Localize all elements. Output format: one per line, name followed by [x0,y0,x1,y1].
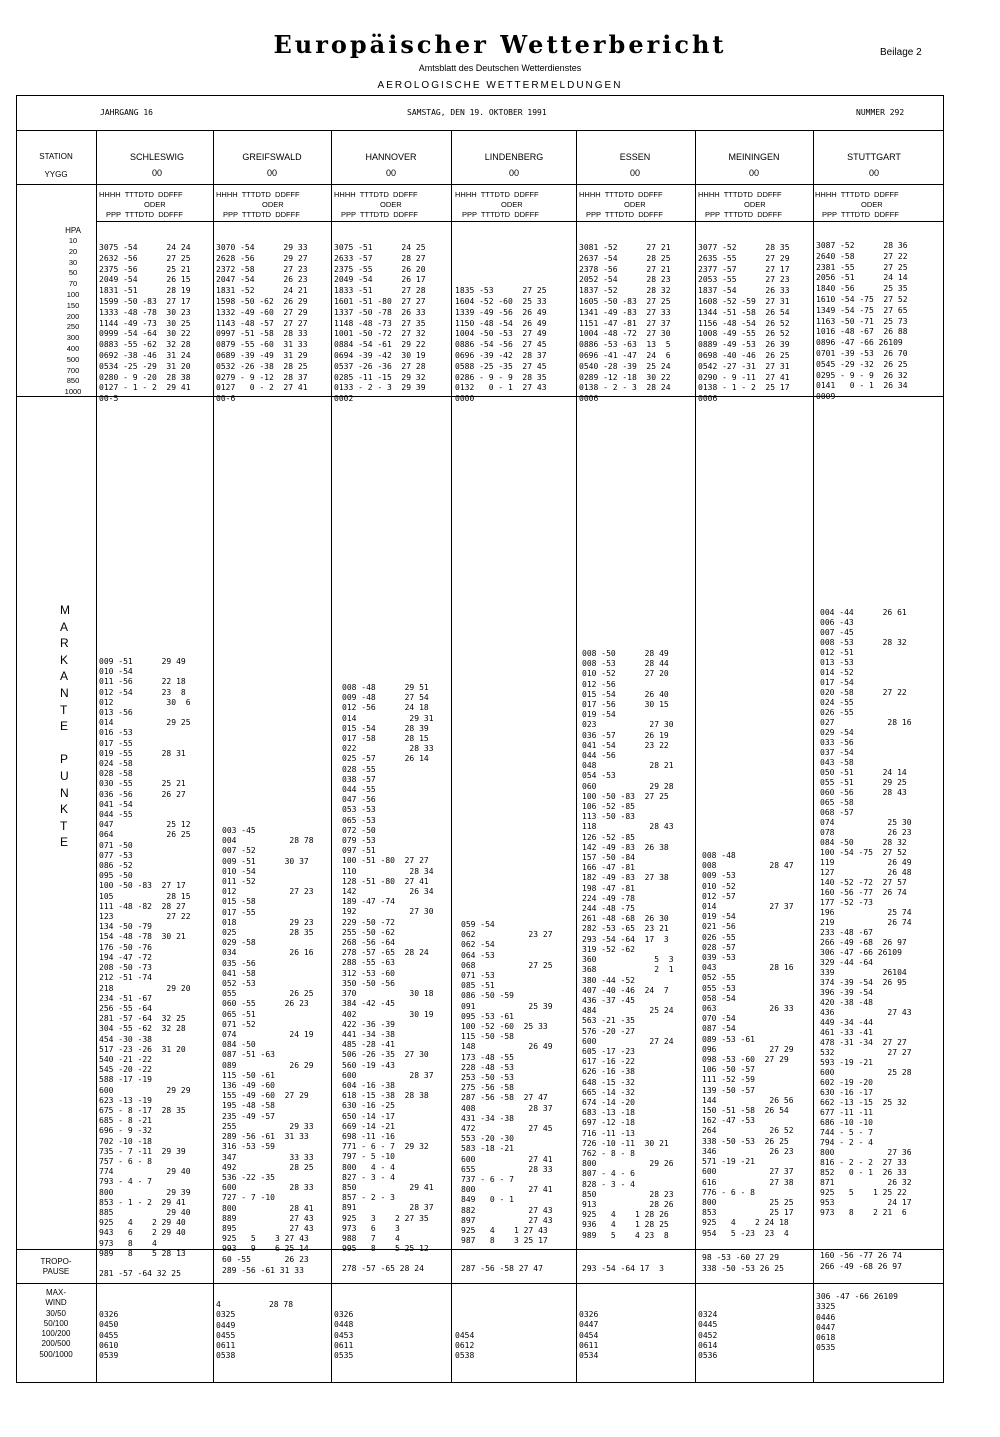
column-codes-ppp: PPP TTTDTD DDFFF [586,210,663,219]
sig-points-schleswig: 009 -51 29 49 010 -54 011 -56 22 18 012 -54 23 8 012 30 6 013 -56 014 29 25 016 -53 017 -55 019 -55 28 31 024 -58 028 -58 030 -55 25 21 036 -56 26 27 041 -54 044 -55 047 25 12 064 26 25 071 -50 077 -53 086 -52 095 -50 100 -50 -83 27 17 105 28 15 111 -48 -82 28 27 123 27 22 134 -50 -79 154 -48 -78 30 21 176 -50 -76 194 -47 -72 208 -50 -73 212 -51 -74 218 29 20 234 -51 -67 256 -55 -64 281 -57 -64 32 25 304 -55 -62 32 28 454 -30 -38 517 -23 -26 31 20 540 -21 -22 545 -20 -22 588 -17 -19 600 29 29 623 -13 -19 675 - 8 -17 28 35 685 - 8 -21 696 - 9 -32 702 -10 -18 735 - 7 -11 29 39 757 - 6 - 8 774 29 40 793 - 4 - 7 800 29 39 853 - 1 - 2 29 41 885 29 40 925 4 2 29 40 943 6 2 29 40 973 8 4 989 8 5 28 13 [99,657,191,1258]
level-100: 100 [66,289,80,299]
column-codes: HHHH TTTDTD DDFFF [455,190,539,199]
column-codes-ppp: PPP TTTDTD DDFFF [705,210,782,219]
tropopause-label: TROPO- PAUSE [40,1257,72,1276]
issue-number: NUMMER 292 [856,108,905,117]
tropopause-schleswig: 281 -57 -64 32 25 [99,1269,181,1278]
rule-station-header [16,184,944,185]
standard-levels-meiningen: 3077 -52 28 35 2635 -55 27 29 2377 -57 27 17 2053 -55 27 23 1837 -54 26 33 1608 -52 -59 27 31 1344 -51 -58 26 54 1156 -48 -54 26 52 1008 -49 -55 26 52 0889 -49 -53 26 39 0698 -40 -46 26 25 0542 -27 -31 27 31 0290 - 9 -11 27 41 0138 - 1 - 2 25 17 0006 [698,243,790,404]
column-codes-ppp: PPP TTTDTD DDFFF [106,210,183,219]
column-oder: ODER [624,200,646,209]
level-1000: 1000 [64,387,82,397]
beilage-label: Beilage 2 [880,47,922,58]
tropopause-essen: 293 -54 -64 17 3 [582,1264,664,1273]
col-divider-3 [451,130,452,1383]
column-oder: ODER [861,200,883,209]
standard-levels-essen: 3081 -52 27 21 2637 -54 28 25 2378 -56 27 21 2052 -54 28 23 1837 -52 28 32 1605 -50 -83 27 25 1341 -49 -83 27 33 1151 -47 -81 27 37 1004 -48 -72 27 30 0886 -53 -63 13 5 0696 -41 -47 24 6 0540 -28 -39 25 24 0289 -12 -18 30 22 0138 - 2 - 3 28 24 0006 [579,243,671,404]
col-divider-6 [813,130,814,1383]
column-codes-ppp: PPP TTTDTD DDFFF [341,210,418,219]
sig-points-meiningen: 008 -48 008 28 47 009 -53 010 -52 012 -57 014 27 37 019 -54 021 -56 026 -55 028 -57 039 -53 043 28 16 052 -55 055 -53 058 -54 063 26 33 070 -54 087 -54 089 -53 -61 096 27 29 098 -53 -60 27 29 106 -50 -57 111 -52 -59 139 -50 -57 144 26 56 150 -51 -58 26 54 162 -47 -53 264 26 52 338 -50 -53 26 25 346 26 23 571 -19 -21 600 27 37 616 27 38 776 - 6 - 8 800 25 25 853 25 17 925 4 2 24 18 954 5 -23 23 4 [702,851,794,1238]
maxwind-label: MAX- WIND 30/50 50/100 100/200 200/500 500/1000 [39,1288,73,1359]
station-time-greifswald: 00 [266,168,277,178]
sig-points-lindenberg: 059 -54 062 23 27 062 -54 064 -53 068 27 25 071 -53 085 -51 086 -50 -59 091 25 39 095 -53 -61 100 -52 -60 25 33 115 -50 -58 148 26 49 173 -48 -55 228 -48 -53 253 -50 -53 275 -56 -58 287 -56 -58 27 47 408 28 37 431 -34 -38 472 27 45 553 -20 -30 583 -18 -21 600 27 41 655 28 33 737 - 6 - 7 800 27 41 849 0 - 1 882 27 43 897 27 43 925 4 1 27 43 987 8 3 25 17 [461,920,553,1246]
standard-levels-greifswald: 3070 -54 29 33 2628 -56 29 27 2372 -58 27 23 2047 -54 26 23 1831 -52 24 21 1598 -50 -62 26 29 1332 -49 -60 27 29 1143 -48 -57 27 27 0997 -51 -58 28 33 0879 -55 -60 31 33 0689 -39 -49 31 29 0532 -26 -38 28 25 0279 - 9 -12 28 37 0127 0 - 2 27 41 00-6 [216,243,308,404]
level-850: 850 [66,376,80,386]
column-oder: ODER [262,200,284,209]
level-400: 400 [66,343,80,353]
maxwind-lindenberg: 0454 0612 0538 [455,1330,475,1361]
level-list [50,236,96,398]
yygg-label: YYGG [44,170,68,179]
rule-column-header [96,221,944,222]
level-500: 500 [66,354,80,364]
level-20: 20 [68,246,78,256]
report-title: Europäischer Wetterbericht [273,30,727,59]
level-150: 150 [66,300,80,310]
maxwind-stuttgart: 306 -47 -66 26109 3325 0446 0447 0618 0535 [816,1292,898,1353]
station-label: STATION [39,152,73,161]
column-codes: HHHH TTTDTD DDFFF [815,190,899,199]
col-divider-1 [213,130,214,1383]
col-divider-2 [331,130,332,1383]
level-70: 70 [68,279,78,289]
column-oder: ODER [501,200,523,209]
tropopause-stuttgart: 160 -56 -77 26 74 266 -49 -68 26 97 [820,1251,902,1271]
report-subtitle: Amtsblatt des Deutschen Wetterdienstes [418,63,582,73]
station-time-meiningen: 00 [748,168,759,178]
tropopause-lindenberg: 287 -56 -58 27 47 [461,1264,543,1273]
station-time-essen: 00 [629,168,640,178]
level-50: 50 [68,268,78,278]
station-name-hannover: HANNOVER [365,152,417,162]
maxwind-hannover: 0326 0448 0453 0611 0535 [334,1310,354,1361]
tropopause-hannover: 278 -57 -65 28 24 [342,1264,424,1273]
col-divider-0 [96,130,97,1383]
standard-levels-schleswig: 3075 -54 24 24 2632 -56 27 25 2375 -56 25 21 2049 -54 26 15 1831 -51 28 19 1599 -50 -83 27 17 1333 -48 -78 30 23 1144 -49 -73 30 25 0999 -54 -64 30 22 0883 -55 -62 32 28 0692 -38 -46 31 24 0534 -25 -29 31 20 0280 - 9 -20 28 38 0127 - 1 - 2 29 41 00-5 [99,243,191,404]
station-name-lindenberg: LINDENBERG [484,152,544,162]
markante-punkte-label: M A R K A N T E P U N K T E [60,603,70,850]
station-name-essen: ESSEN [619,152,651,162]
station-time-schleswig: 00 [151,168,162,178]
level-10: 10 [68,236,78,245]
level-30: 30 [68,257,78,267]
issue-date: SAMSTAG, DEN 19. OKTOBER 1991 [407,108,547,117]
sig-points-essen: 008 -50 28 49 008 -53 28 44 010 -52 27 20 012 -56 015 -54 26 40 017 -56 30 15 019 -54 023 27 30 036 -57 26 19 041 -54 23 22 044 -56 048 28 21 054 -53 060 29 28 100 -50 -83 27 25 106 -52 -85 113 -50 -83 118 28 43 126 -52 -85 142 -49 -83 26 38 157 -50 -84 166 -47 -81 182 -49 -83 27 38 198 -47 -81 224 -49 -78 244 -48 -75 261 -48 -68 26 30 282 -53 -65 23 21 293 -54 -64 17 3 319 -52 -62 360 5 3 368 2 1 380 -44 -52 407 -40 -46 24 7 436 -37 -45 484 25 24 563 -21 -35 576 -20 -27 600 27 24 605 -17 -23 617 -16 -22 626 -16 -38 648 -15 -32 665 -14 -32 674 -14 -20 683 -13 -18 697 -12 -18 716 -11 -13 726 -10 -11 30 21 762 - 8 - 8 800 29 26 807 - 4 - 6 828 - 3 - 4 850 28 23 913 28 26 925 4 1 28 26 936 4 1 28 25 989 5 4 23 8 [582,649,674,1240]
station-name-greifswald: GREIFSWALD [242,152,302,162]
sig-points-stuttgart: 004 -44 26 61 006 -43 007 -45 008 -53 28 32 012 -51 013 -53 014 -52 017 -54 020 -58 27 22 024 -55 026 -55 027 28 16 029 -54 033 -56 037 -54 043 -58 050 -51 24 14 055 -51 29 25 060 -56 28 43 065 -58 068 -57 074 25 30 078 26 23 084 -50 28 32 100 -54 -75 27 52 119 26 49 127 26 48 140 -52 -72 27 57 160 -56 -77 26 74 177 -52 -73 196 25 74 219 26 74 233 -48 -67 266 -49 -68 26 97 306 -47 -66 26109 329 -44 -64 339 26104 374 -39 -54 26 95 396 -39 -54 420 -38 -48 436 27 43 449 -34 -44 461 -33 -41 478 -31 -34 27 27 532 27 27 593 -19 -21 600 25 28 602 -19 -20 630 -16 -17 662 -13 -15 25 32 677 -11 -11 686 -10 -10 744 - 5 - 7 794 - 2 - 4 800 27 36 816 - 2 - 2 27 33 852 0 - 1 26 33 871 26 32 925 5 1 25 22 953 24 17 973 8 2 21 6 [820,608,912,1217]
column-codes: HHHH TTTDTD DDFFF [216,190,300,199]
column-codes: HHHH TTTDTD DDFFF [99,190,183,199]
column-codes: HHHH TTTDTD DDFFF [698,190,782,199]
maxwind-essen: 0326 0447 0454 0611 0534 [579,1310,599,1361]
column-codes-ppp: PPP TTTDTD DDFFF [822,210,899,219]
station-time-hannover: 00 [385,168,396,178]
maxwind-schleswig: 0326 0450 0455 0610 0539 [99,1310,119,1361]
station-name-schleswig: SCHLESWIG [129,152,184,162]
station-name-stuttgart: STUTTGART [847,152,901,162]
sig-points-hannover: 008 -48 29 51 009 -48 27 54 012 -56 24 18 014 29 31 015 -54 28 39 017 -58 28 15 022 28 33 025 -57 26 14 028 -55 038 -57 044 -55 047 -56 053 -53 065 -53 072 -50 079 -53 097 -51 100 -51 -80 27 27 110 28 34 128 -51 -80 27 41 142 26 34 189 -47 -74 192 27 30 229 -50 -72 255 -50 -62 268 -56 -64 278 -57 -65 28 24 288 -55 -63 312 -53 -60 350 -50 -56 370 30 18 384 -42 -45 402 30 19 422 -36 -39 441 -34 -38 485 -28 -41 506 -26 -35 27 30 560 -19 -43 600 28 37 604 -16 -38 618 -15 -38 28 38 630 -16 -25 650 -14 -17 669 -14 -21 698 -11 -16 771 - 6 - 7 29 32 797 - 5 -10 800 4 - 4 827 - 3 - 4 850 29 41 857 - 2 - 3 891 28 37 925 3 2 27 35 973 6 3 988 7 4 995 8 5 25 12 [342,683,434,1254]
standard-levels-lindenberg: 1835 -53 27 25 1604 -52 -60 25 33 1339 -49 -56 26 49 1150 -48 -54 26 49 1004 -50 -53 27 49 0886 -54 -56 27 45 0696 -39 -42 28 37 0588 -25 -35 27 45 0286 - 9 - 9 28 35 0132 0 - 1 27 43 0000 [455,286,547,404]
sig-points-greifswald: 003 -45 004 28 78 007 -52 009 -51 30 37 010 -54 011 -52 012 27 23 015 -58 017 -55 018 29 23 025 28 35 029 -58 034 26 16 035 -56 041 -58 052 -53 055 26 25 060 -55 26 23 065 -51 071 -52 074 24 19 084 -50 087 -51 -63 089 26 29 115 -50 -61 136 -49 -60 155 -49 -60 27 29 195 -48 -58 235 -49 -57 255 29 33 289 -56 -61 31 33 316 -53 -59 347 33 33 492 28 25 536 -22 -35 600 28 33 727 - 7 -10 800 28 41 889 27 43 895 27 43 925 5 3 27 43 993 9 6 25 14 [222,826,314,1254]
level-700: 700 [66,365,80,375]
station-time-stuttgart: 00 [868,168,879,178]
report-section: AEROLOGISCHE WETTERMELDUNGEN [377,80,623,91]
level-200: 200 [66,311,80,321]
rule-info [16,130,944,131]
maxwind-meiningen: 0324 0445 0452 0614 0536 [698,1310,718,1361]
level-300: 300 [66,333,80,343]
column-codes-ppp: PPP TTTDTD DDFFF [462,210,539,219]
station-name-meiningen: MEININGEN [728,152,780,162]
column-oder: ODER [380,200,402,209]
rule-tropopause [16,1283,944,1284]
station-time-lindenberg: 00 [508,168,519,178]
col-divider-4 [576,130,577,1383]
column-oder: ODER [744,200,766,209]
col-divider-5 [695,130,696,1383]
jahrgang: JAHRGANG 16 [100,108,153,117]
hpa-label: HPA [65,226,81,235]
maxwind-greifswald: 4 28 78 0325 0449 0455 0611 0538 [216,1300,294,1361]
column-codes-ppp: PPP TTTDTD DDFFF [223,210,300,219]
column-oder: ODER [144,200,166,209]
column-codes: HHHH TTTDTD DDFFF [579,190,663,199]
standard-levels-stuttgart: 3087 -52 28 36 2640 -58 27 22 2381 -55 27 25 2056 -51 24 14 1840 -56 25 35 1610 -54 -75 27 52 1349 -54 -75 27 65 1163 -50 -71 25 73 1016 -48 -67 26 88 0896 -47 -66 26109 0701 -39 -53 26 70 0545 -29 -32 26 25 0295 - 9 - 9 26 32 0141 0 - 1 26 34 0009 [816,241,908,402]
standard-levels-hannover: 3075 -51 24 25 2633 -57 28 27 2375 -55 26 20 2049 -54 26 17 1833 -51 27 28 1601 -51 -80 27 27 1337 -50 -78 26 33 1148 -48 -73 27 35 1001 -50 -72 27 32 0884 -54 -61 29 22 0694 -39 -42 30 19 0537 -26 -36 27 28 0285 -11 -15 29 32 0133 - 2 - 3 29 39 0002 [334,243,426,404]
tropopause-greifswald: 60 -55 26 23 289 -56 -61 31 33 [222,1255,309,1275]
column-codes: HHHH TTTDTD DDFFF [334,190,418,199]
tropopause-meiningen: 98 -53 -60 27 29 338 -50 -53 26 25 [702,1253,784,1273]
level-250: 250 [66,322,80,332]
